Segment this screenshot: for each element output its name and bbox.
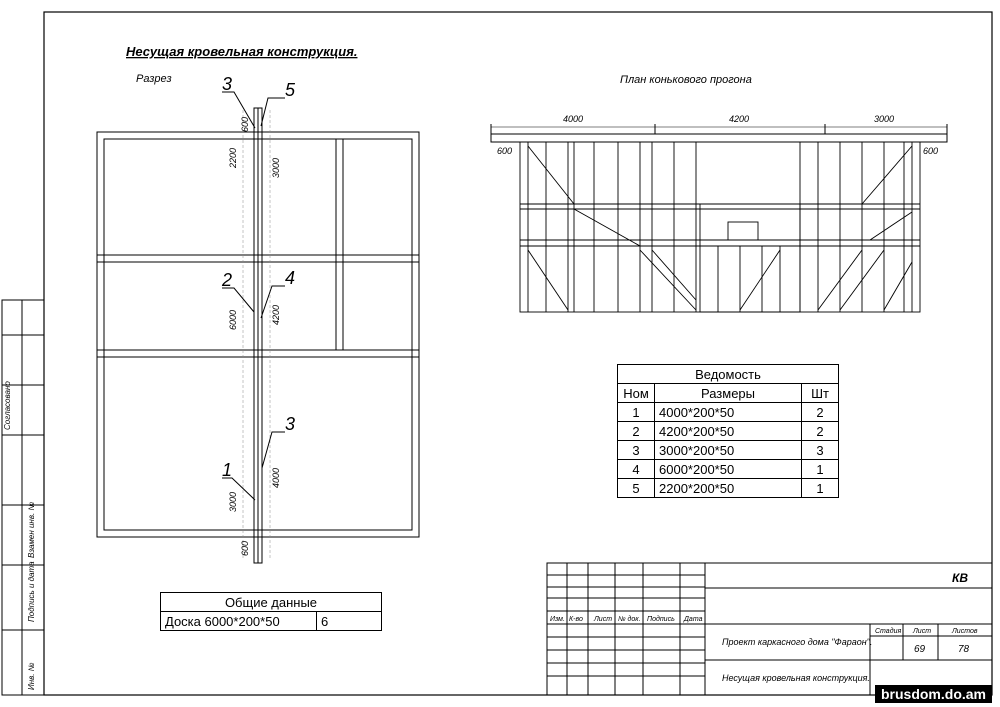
side-stamp <box>2 300 44 695</box>
schedule-table <box>617 364 839 498</box>
watermark: brusdom.do.am <box>875 685 992 703</box>
sheet-label: Лист <box>913 628 932 635</box>
schedule-header-qty: Шт <box>802 384 839 403</box>
row-qty: 1 <box>802 479 839 498</box>
plan-label: План конькового прогона <box>620 74 752 86</box>
plan-frame <box>520 142 920 312</box>
schedule-header-size: Размеры <box>655 384 802 403</box>
doc-code: КВ <box>952 571 969 585</box>
row-qty: 2 <box>802 422 839 441</box>
table-row <box>618 441 839 460</box>
tb-col-sign: Подпись <box>647 616 675 623</box>
callout-3-mid: 3 <box>285 414 296 434</box>
table-row <box>618 479 839 498</box>
schedule-header-num: Ном <box>618 384 655 403</box>
tb-col-kvo: К-во <box>569 616 583 623</box>
row-num: 1 <box>618 403 655 422</box>
callout-3-top: 3 <box>222 74 233 94</box>
row-num: 2 <box>618 422 655 441</box>
dim-4200: 4200 <box>271 304 281 325</box>
side-inventory-label: Инв. № <box>27 662 36 690</box>
side-agreed-label: Согласовано <box>3 381 12 430</box>
general-item: Доска 6000*200*50 <box>161 612 317 631</box>
sheets-total: 78 <box>958 644 970 655</box>
row-qty: 2 <box>802 403 839 422</box>
tb-col-list: Лист <box>594 616 613 623</box>
dim-600-bottom: 600 <box>240 540 250 556</box>
general-title: Общие данные <box>161 593 382 612</box>
tb-col-date: Дата <box>684 616 703 623</box>
sheet-name: Несущая кровельная конструкция. <box>722 673 870 683</box>
row-size: 4200*200*50 <box>655 422 802 441</box>
ridge-beam <box>491 124 947 142</box>
row-num: 5 <box>618 479 655 498</box>
dim-6000: 6000 <box>228 309 238 330</box>
side-signature-label: Подпись и дата <box>27 561 36 622</box>
dim-4000: 4000 <box>271 467 281 488</box>
row-size: 4000*200*50 <box>655 403 802 422</box>
sheets-label: Листов <box>952 628 978 635</box>
dim-600-top: 600 <box>240 116 250 132</box>
plan-dim-4200: 4200 <box>729 114 750 124</box>
side-replaced-label: Взамен инв. № <box>27 501 36 558</box>
tb-col-izm: Изм. <box>550 616 565 623</box>
callout-5: 5 <box>285 80 296 100</box>
row-num: 3 <box>618 441 655 460</box>
stage-label: Стадия <box>875 628 902 635</box>
section-label: Разрез <box>136 73 172 85</box>
row-num: 4 <box>618 460 655 479</box>
callout-1: 1 <box>222 460 233 480</box>
callout-2: 2 <box>222 270 233 290</box>
schedule-title: Ведомость <box>618 365 839 384</box>
sheet-number: 69 <box>914 644 926 655</box>
project-name: Проект каркасного дома "Фараон". <box>722 637 873 647</box>
table-row <box>618 403 839 422</box>
row-size: 3000*200*50 <box>655 441 802 460</box>
general-qty: 6 <box>317 612 382 631</box>
plan-overhang-left: 600 <box>497 146 513 156</box>
dim-3000-bottom: 3000 <box>228 491 238 512</box>
sheet-title: Несущая кровельная конструкция. <box>126 44 358 59</box>
row-qty: 3 <box>802 441 839 460</box>
dim-3000-top: 3000 <box>271 157 281 178</box>
plan-dim-4000: 4000 <box>563 114 584 124</box>
dim-2200: 2200 <box>228 147 238 168</box>
row-size: 2200*200*50 <box>655 479 802 498</box>
central-beam <box>254 108 262 563</box>
row-size: 6000*200*50 <box>655 460 802 479</box>
table-row <box>618 422 839 441</box>
callout-4: 4 <box>285 268 296 288</box>
general-data-table <box>160 592 382 631</box>
row-qty: 1 <box>802 460 839 479</box>
plan-dim-3000: 3000 <box>874 114 895 124</box>
tb-col-doc: № док. <box>618 616 641 623</box>
table-row <box>618 460 839 479</box>
plan-overhang-right: 600 <box>923 146 939 156</box>
